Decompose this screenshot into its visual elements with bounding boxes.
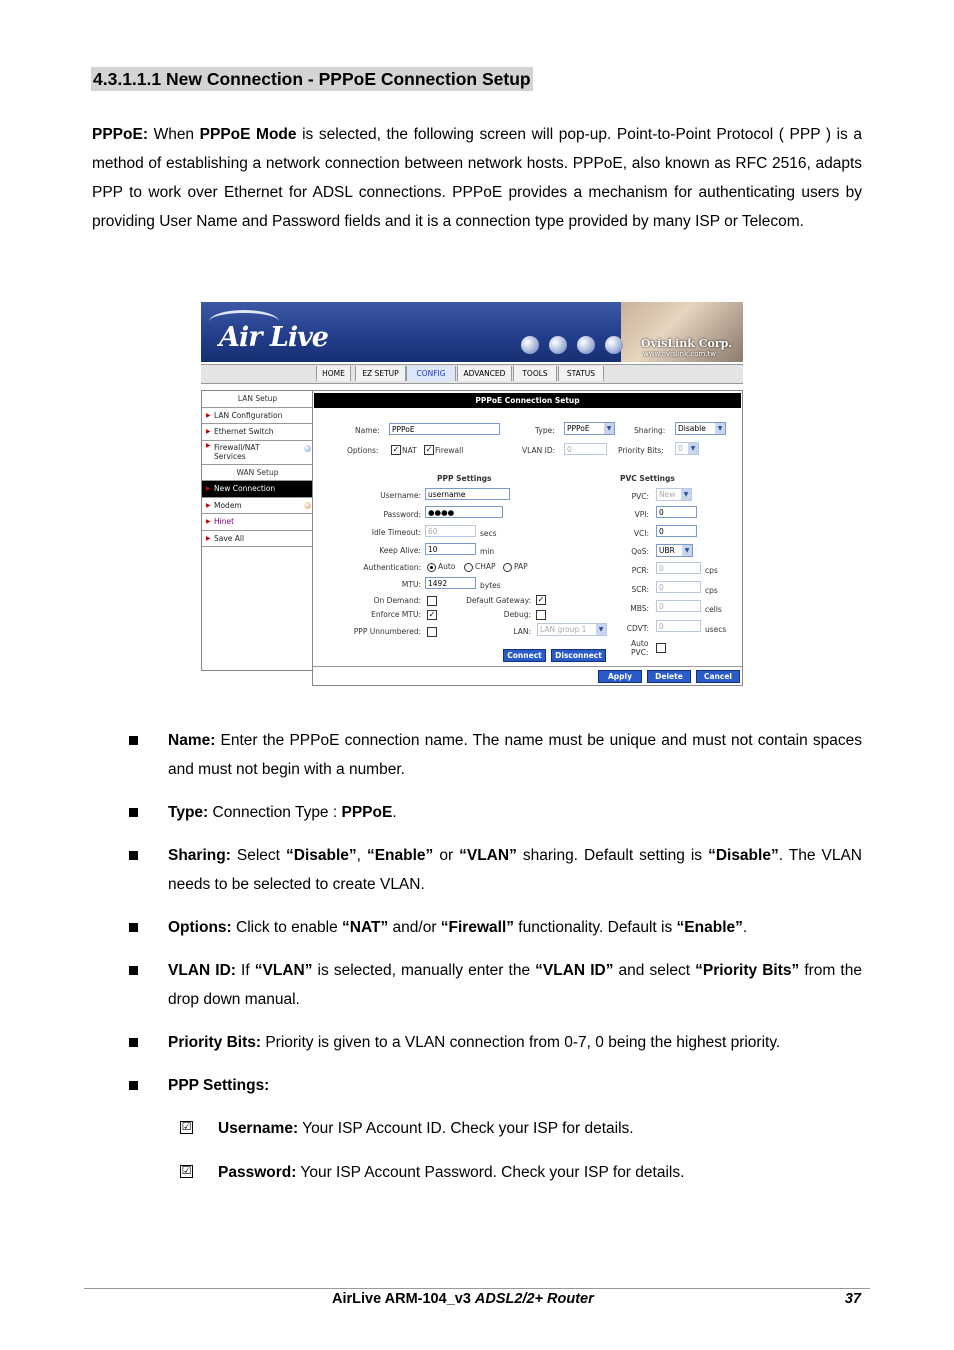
idle-timeout-field[interactable]: 60 bbox=[425, 525, 476, 537]
ppp-unnumbered-label: PPP Unnumbered: bbox=[353, 627, 421, 636]
type-value: PPPoE bbox=[567, 424, 590, 433]
globe-icons bbox=[521, 336, 633, 358]
options-label: Options: bbox=[347, 446, 379, 455]
value: “Disable” bbox=[708, 847, 779, 864]
arrow-icon: ▶ bbox=[206, 441, 211, 449]
qos-label: QoS: bbox=[631, 547, 649, 556]
tab-tools[interactable]: TOOLS bbox=[513, 366, 557, 381]
desc: from the drop down manual. bbox=[168, 962, 862, 1008]
term: Options: bbox=[168, 919, 232, 936]
debug-label: Debug: bbox=[503, 610, 531, 619]
qos-value: UBR bbox=[659, 546, 675, 555]
globe-icon bbox=[549, 336, 567, 354]
sidebar bbox=[201, 390, 314, 671]
footer-product-name: AirLive ARM-104_v3 bbox=[332, 1291, 475, 1307]
chevron-down-icon: ▼ bbox=[604, 423, 614, 434]
sub-list-item bbox=[126, 1114, 862, 1143]
intro-paragraph bbox=[92, 120, 862, 236]
value: “Enable” bbox=[676, 919, 743, 936]
term: PPP Settings: bbox=[168, 1077, 270, 1094]
value: “Priority Bits” bbox=[695, 962, 800, 979]
bullet-icon bbox=[129, 1081, 138, 1090]
chevron-down-icon: ▼ bbox=[681, 489, 691, 500]
bullet-icon bbox=[129, 851, 138, 860]
desc: Enter the PPPoE connection name. The name must be unique and must not contain spaces and must not begin with a number. bbox=[168, 732, 862, 778]
intro-mode: PPPoE Mode bbox=[199, 126, 297, 143]
arrow-icon: ▶ bbox=[206, 485, 211, 492]
cdvt-label: CDVT: bbox=[626, 624, 649, 633]
desc-end: . bbox=[392, 804, 397, 821]
arrow-icon: ▶ bbox=[206, 518, 211, 525]
lan-label: LAN: bbox=[513, 627, 531, 636]
globe-icon bbox=[605, 336, 623, 354]
chevron-down-icon: ▼ bbox=[596, 624, 606, 635]
auth-auto-radio[interactable] bbox=[427, 563, 436, 572]
enforce-mtu-checkbox[interactable]: ✓ bbox=[428, 610, 436, 619]
intro-text-1: When bbox=[147, 126, 200, 143]
scr-label: SCR: bbox=[631, 585, 649, 594]
airlive-logo: Air Live bbox=[219, 322, 328, 353]
cdvt-unit: usecs bbox=[705, 625, 727, 634]
nat-label: NAT bbox=[402, 446, 417, 455]
delete-button[interactable]: Delete bbox=[647, 670, 691, 683]
expand-icon[interactable] bbox=[304, 502, 311, 509]
desc: is selected, manually enter the bbox=[312, 962, 536, 979]
sidebar-item-new-connection[interactable] bbox=[202, 481, 313, 498]
ppp-unnumbered-checkbox[interactable] bbox=[427, 627, 437, 637]
auto-pvc-label: Auto bbox=[631, 639, 649, 648]
auth-chap-radio[interactable] bbox=[464, 563, 473, 572]
scr-unit: cps bbox=[705, 586, 718, 595]
desc: Select bbox=[230, 847, 286, 864]
sidebar-item-hinet[interactable] bbox=[202, 514, 313, 531]
auth-auto-label: Auto bbox=[438, 562, 456, 571]
vpi-label: VPI: bbox=[634, 510, 649, 519]
checkbox-icon: ☑ bbox=[181, 1165, 192, 1177]
tab-advanced[interactable]: ADVANCED bbox=[457, 366, 512, 381]
auth-pap-label: PAP bbox=[514, 562, 528, 571]
mtu-field[interactable]: 1492 bbox=[425, 577, 476, 589]
desc: and select bbox=[613, 962, 696, 979]
default-gateway-label: Default Gateway: bbox=[466, 596, 531, 605]
panel-title: PPPoE Connection Setup bbox=[314, 393, 741, 408]
desc: Your ISP Account Password. Check your ISP for details. bbox=[296, 1164, 685, 1181]
list-item bbox=[126, 1028, 862, 1057]
router-screenshot bbox=[201, 302, 743, 686]
desc: . bbox=[742, 919, 748, 936]
sidebar-item-modem[interactable] bbox=[202, 498, 313, 515]
expand-icon[interactable] bbox=[304, 445, 311, 452]
vpi-field[interactable]: 0 bbox=[656, 506, 697, 518]
idle-timeout-unit: secs bbox=[480, 529, 497, 538]
sidebar-item-label: Ethernet Switch bbox=[214, 427, 274, 436]
sidebar-item-ethernet-switch[interactable] bbox=[202, 424, 313, 441]
scr-field[interactable]: 0 bbox=[656, 581, 701, 593]
keep-alive-label: Keep Alive: bbox=[379, 546, 421, 555]
on-demand-label: On Demand: bbox=[373, 596, 421, 605]
tab-home[interactable]: HOME bbox=[316, 366, 351, 381]
sharing-select[interactable] bbox=[675, 422, 726, 435]
globe-icon bbox=[521, 336, 539, 354]
mbs-field[interactable]: 0 bbox=[656, 600, 701, 612]
desc: . The VLAN needs to be selected to create VLAN. bbox=[168, 847, 862, 893]
firewall-checkbox[interactable]: ✓ bbox=[425, 445, 433, 454]
auth-chap-label: CHAP bbox=[475, 562, 496, 571]
firewall-label: Firewall bbox=[435, 446, 464, 455]
mbs-label: MBS: bbox=[630, 604, 649, 613]
disconnect-button[interactable]: Disconnect bbox=[551, 649, 606, 662]
list-item bbox=[126, 956, 862, 1014]
sharing-value: Disable bbox=[678, 424, 706, 433]
bullet-icon bbox=[129, 923, 138, 932]
term: Type: bbox=[168, 804, 209, 821]
vci-field[interactable]: 0 bbox=[656, 525, 697, 537]
intro-label: PPPoE: bbox=[92, 126, 148, 143]
term: Sharing: bbox=[168, 847, 231, 864]
list-item bbox=[126, 798, 862, 827]
priority-bits-select[interactable] bbox=[675, 442, 699, 455]
connect-button[interactable]: Connect bbox=[503, 649, 546, 662]
desc: functionality. Default is bbox=[514, 919, 677, 936]
list-item bbox=[126, 1071, 862, 1100]
list-item bbox=[126, 913, 862, 942]
value: PPPoE bbox=[341, 804, 393, 821]
footer-model: ADSL2/2+ Router bbox=[474, 1291, 594, 1307]
desc: sharing. Default setting is bbox=[516, 847, 709, 864]
bullet-icon bbox=[129, 1038, 138, 1047]
corp-url: www.ovislink.com.tw bbox=[643, 350, 717, 358]
desc: Connection Type : bbox=[208, 804, 342, 821]
value: “VLAN” bbox=[254, 962, 313, 979]
globe-icon bbox=[577, 336, 595, 354]
bullet-icon bbox=[129, 808, 138, 817]
tab-status[interactable]: STATUS bbox=[558, 366, 604, 381]
term: Priority Bits: bbox=[168, 1034, 262, 1051]
desc: Priority is given to a VLAN connection from 0-7, 0 being the highest priority. bbox=[261, 1034, 781, 1051]
cancel-button[interactable]: Cancel bbox=[696, 670, 740, 683]
main-panel bbox=[312, 390, 743, 686]
bullet-list bbox=[126, 726, 862, 1187]
sub-list-item bbox=[126, 1158, 862, 1187]
priority-bits-value: 0 bbox=[678, 444, 683, 453]
sidebar-item-label: New Connection bbox=[214, 484, 276, 493]
chevron-down-icon: ▼ bbox=[688, 443, 698, 454]
sidebar-item-firewall-nat[interactable] bbox=[202, 441, 313, 465]
auth-pap-radio[interactable] bbox=[503, 563, 512, 572]
type-label: Type: bbox=[535, 426, 555, 435]
sharing-label: Sharing: bbox=[634, 426, 666, 435]
list-item bbox=[126, 726, 862, 784]
value: “VLAN” bbox=[459, 847, 517, 864]
on-demand-checkbox[interactable] bbox=[427, 596, 437, 606]
sidebar-item-label: LAN Configuration bbox=[214, 410, 283, 420]
footer-divider bbox=[84, 1288, 870, 1289]
mtu-label: MTU: bbox=[401, 580, 421, 589]
sidebar-item-label: Save All bbox=[214, 533, 245, 543]
enforce-mtu-label: Enforce MTU: bbox=[371, 610, 421, 619]
pvc-value: New bbox=[659, 490, 676, 499]
name-field[interactable]: PPPoE bbox=[389, 423, 500, 435]
auto-pvc-checkbox[interactable] bbox=[656, 643, 666, 653]
desc: Your ISP Account ID. Check your ISP for details. bbox=[298, 1120, 634, 1137]
mtu-unit: bytes bbox=[480, 581, 501, 590]
sidebar-item-save-all[interactable] bbox=[202, 531, 313, 548]
vci-label: VCI: bbox=[633, 529, 649, 538]
bullet-icon bbox=[129, 966, 138, 975]
default-gateway-checkbox[interactable]: ✓ bbox=[537, 595, 545, 604]
value: “Disable” bbox=[286, 847, 357, 864]
pvc-select[interactable] bbox=[656, 488, 692, 501]
value: “VLAN ID” bbox=[535, 962, 614, 979]
pcr-unit: cps bbox=[705, 566, 718, 575]
desc: and/or bbox=[388, 919, 441, 936]
arrow-icon: ▶ bbox=[206, 501, 211, 509]
arrow-icon: ▶ bbox=[206, 411, 211, 419]
vlan-id-field[interactable]: 0 bbox=[564, 443, 607, 455]
term: Name: bbox=[168, 732, 216, 749]
bullet-icon bbox=[129, 736, 138, 745]
authentication-label: Authentication: bbox=[363, 563, 421, 572]
chevron-down-icon: ▼ bbox=[715, 423, 725, 434]
divider bbox=[313, 666, 742, 667]
banner bbox=[201, 302, 743, 362]
page-number: 37 bbox=[844, 1291, 861, 1307]
priority-bits-label: Priority Bits: bbox=[618, 446, 664, 455]
term: Username: bbox=[218, 1120, 299, 1137]
mbs-unit: cells bbox=[705, 605, 722, 614]
sidebar-header-lan: LAN Setup bbox=[202, 391, 313, 408]
value: “Enable” bbox=[366, 847, 434, 864]
keep-alive-unit: min bbox=[480, 547, 495, 556]
pcr-field[interactable]: 0 bbox=[656, 562, 701, 574]
type-select[interactable] bbox=[564, 422, 615, 435]
idle-timeout-label: Idle Timeout: bbox=[371, 528, 421, 537]
desc: If bbox=[235, 962, 255, 979]
sidebar-header-wan: WAN Setup bbox=[202, 465, 313, 482]
username-label: Username: bbox=[380, 491, 421, 500]
qos-select[interactable] bbox=[656, 544, 693, 557]
sidebar-item-lan-config[interactable] bbox=[202, 408, 313, 425]
ppp-settings-title: PPP Settings bbox=[437, 474, 492, 483]
username-field[interactable]: username bbox=[425, 488, 510, 500]
name-label: Name: bbox=[355, 426, 380, 435]
sidebar-item-label: Modem bbox=[214, 500, 242, 510]
debug-checkbox[interactable] bbox=[536, 610, 546, 620]
cdvt-field[interactable]: 0 bbox=[656, 620, 701, 632]
auto-pvc-label-2: PVC: bbox=[631, 648, 649, 657]
term: Password: bbox=[218, 1164, 297, 1181]
password-field[interactable]: ●●●● bbox=[425, 506, 503, 518]
list-item bbox=[126, 841, 862, 899]
vlan-id-label: VLAN ID: bbox=[522, 446, 556, 455]
tab-ez-setup[interactable]: EZ SETUP bbox=[355, 366, 406, 381]
arrow-icon: ▶ bbox=[206, 428, 211, 435]
arrow-icon: ▶ bbox=[206, 534, 211, 542]
pcr-label: PCR: bbox=[631, 566, 649, 575]
checkbox-icon: ☑ bbox=[181, 1121, 192, 1133]
password-label: Password: bbox=[383, 510, 421, 519]
top-nav bbox=[201, 364, 743, 384]
sidebar-item-label: Hinet bbox=[214, 517, 235, 526]
desc: , bbox=[356, 847, 367, 864]
intro-text-2: is selected, the following screen will pop-up. Point-to-Point Protocol ( PPP ) is a method of establishing a network connection between network hosts. PPPoE, also known as RFC 2516, adapts PPP to work over Ethernet for ADSL connections. PPPoE provides a mechanism for authenticating users by providing User Name and Password fields and it is a connection type provided by many ISP or Telecom. bbox=[92, 126, 862, 230]
section-heading: 4.3.1.1.1 New Connection - PPPoE Connection Setup bbox=[93, 69, 531, 89]
keep-alive-field[interactable]: 10 bbox=[425, 543, 476, 555]
apply-button[interactable]: Apply bbox=[598, 670, 642, 683]
nat-checkbox[interactable]: ✓ bbox=[392, 445, 400, 454]
pvc-settings-title: PVC Settings bbox=[620, 474, 675, 483]
desc: Click to enable bbox=[231, 919, 342, 936]
value: “NAT” bbox=[342, 919, 389, 936]
lan-group-value: LAN group 1 bbox=[540, 625, 587, 634]
pvc-label: PVC: bbox=[631, 492, 649, 501]
chevron-down-icon: ▼ bbox=[682, 545, 692, 556]
lan-group-select[interactable] bbox=[537, 623, 607, 636]
tab-config[interactable]: CONFIG bbox=[406, 366, 456, 381]
desc: or bbox=[433, 847, 460, 864]
footer-product bbox=[332, 1291, 594, 1307]
term: VLAN ID: bbox=[168, 962, 236, 979]
value: “Firewall” bbox=[440, 919, 514, 936]
corp-logo: OvisLink Corp. bbox=[641, 337, 733, 350]
sidebar-item-label: Firewall/NAT Services bbox=[214, 442, 260, 461]
